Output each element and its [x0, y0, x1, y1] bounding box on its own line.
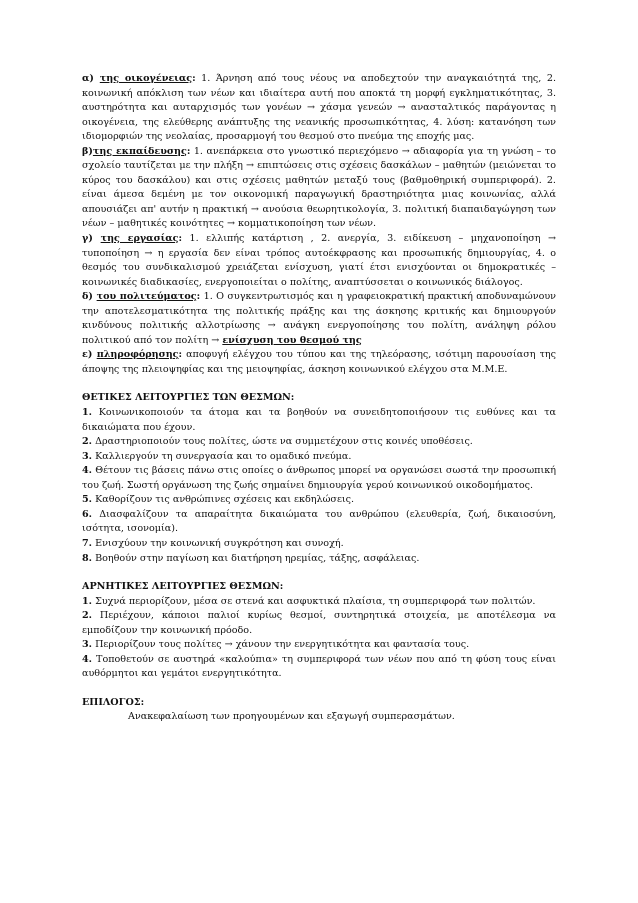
list-item: [82, 552, 556, 567]
item-text: Καλλιεργούν τη συνεργασία και το ομαδικό πνεύμα.: [92, 450, 352, 462]
paragraph-polity: [82, 290, 556, 348]
negative-functions-heading: ΑΡΝΗΤΙΚΕΣ ΛΕΙΤΟΥΡΓΙΕΣ ΘΕΣΜΩΝ:: [82, 581, 284, 593]
item-topic: της οικογένειας: [99, 73, 193, 84]
item-number: 4.: [82, 653, 93, 665]
item-text: Δραστηριοποιούν τους πολίτες, ώστε να συμμετέχουν στις κοινές υποθέσεις.: [92, 436, 473, 448]
item-text: Κοινωνικοποιούν τα άτομα και τα βοηθούν να συνειδητοποιήσουν τις ευθύνες και τα δικαιώματα που έχουν.: [82, 407, 556, 433]
paragraph-work: [82, 232, 556, 290]
item-topic: της εκπαίδευσης: [92, 145, 187, 157]
list-item: [82, 464, 556, 493]
list-item: [82, 493, 556, 508]
emphasis-phrase: ενίσχυση του θεσμού της: [222, 334, 362, 346]
item-text: Ενισχύουν την κοινωνική συγκρότηση και συνοχή.: [92, 537, 344, 549]
item-number: 2.: [82, 436, 93, 448]
item-marker: α): [82, 73, 100, 84]
paragraph-text: 1. Ο συγκεντρωτισμός και η γραφειοκρατική πρακτική αποδυναμώνουν την αποτελεσματικότητα της πολιτικής πράξης και της άσκησης κριτικής και δημιουργούν κινδύνους πολιτικής αλλοτρίωσης → ανάγκη ενεργοποίησης του πολίτη, ανάληψη ρόλου πολιτικού από τον πολίτη →: [82, 291, 557, 346]
item-colon: :: [192, 73, 196, 84]
item-number: 6.: [82, 508, 93, 520]
item-topic: πληροφόρησης: [96, 349, 179, 361]
negative-functions-list: [82, 595, 556, 682]
item-number: 7.: [82, 537, 93, 549]
paragraph-information: [82, 348, 556, 377]
item-colon: :: [186, 145, 191, 157]
item-number: 8.: [82, 552, 93, 564]
item-text: Περιέχουν, κάποιοι παλιοί κυρίως θεσμοί, συντηρητικά στοιχεία, με αποτέλεσμα να εμποδίζουν την κοινωνική πρόοδο.: [82, 610, 556, 636]
item-number: 3.: [82, 639, 93, 651]
item-number: 1.: [82, 595, 93, 607]
list-item: [82, 450, 556, 465]
item-text: Καθορίζουν τις ανθρώπινες σχέσεις και εκδηλώσεις.: [92, 494, 355, 506]
item-colon: :: [178, 349, 183, 361]
list-item: [82, 537, 556, 552]
item-topic: της εργασίας: [100, 233, 179, 245]
list-item: [82, 609, 556, 638]
item-number: 1.: [82, 407, 93, 419]
list-item: [82, 638, 556, 653]
positive-functions-list: [82, 406, 556, 566]
item-text: Περιορίζουν τους πολίτες → χάνουν την ενεργητικότητα και φαντασία τους.: [92, 639, 470, 651]
item-marker: γ): [82, 233, 101, 245]
list-item: [82, 406, 556, 435]
paragraph-text: 1. ανεπάρκεια στο γνωστικό περιεχόμενο → αδιαφορία για τη γνώση – το σχολείο ταυτίζεται με την πλήξη → επιπτώσεις στις σχέσεις δασκάλων – μαθητών (μειώνεται το κύρος του δασκάλου) και στις σχέσεις μαθητών μεταξύ τους (βαθμοθηρική συμπεριφορά). 2. είναι άμεσα δεμένη με τον οικονομική παραγωγική δραστηριότητα μιας κοινωνίας, αλλά απουσιάζει απ' αυτήν η πρακτική → ανούσια θεωρητικολογία, 3. πολιτική διαπαιδαγώγηση των νέων – μαθητικές κοινότητες → κομματικοποίηση των νέων.: [82, 145, 557, 230]
paragraph-family: [82, 72, 556, 145]
item-colon: :: [178, 233, 183, 245]
item-text: Διασφαλίζουν τα απαραίτητα δικαιώματα του ανθρώπου (ελευθερία, ζωή, δικαιοσύνη, ισότητα, ισονομία).: [82, 508, 556, 535]
positive-functions-heading: ΘΕΤΙΚΕΣ ΛΕΙΤΟΥΡΓΙΕΣ ΤΩΝ ΘΕΣΜΩΝ:: [82, 392, 295, 404]
item-text: Τοποθετούν σε αυστηρά «καλούπια» τη συμπεριφορά των νέων που από τη φύση τους είναι αυθόρμητοι και γεμάτοι ενεργητικότητα.: [82, 653, 556, 680]
item-number: 5.: [82, 494, 93, 506]
item-text: Θέτουν τις βάσεις πάνω στις οποίες ο άνθρωπος μπορεί να οργανώσει σωστά την προσωπική του ζωή. Σωστή οργάνωση της ζωής σημαίνει δημιουργία γερού κοινωνικού οικοδομήματος.: [82, 465, 556, 491]
list-item: [82, 435, 556, 450]
item-number: 2.: [82, 610, 93, 622]
item-marker: β): [82, 145, 93, 157]
item-text: Συχνά περιορίζουν, μέσα σε στενά και ασφυκτικά πλαίσια, τη συμπεριφορά των πολιτών.: [92, 595, 536, 607]
document-page: [82, 72, 556, 725]
paragraph-text: 1. Άρνηση από τους νέους να αποδεχτούν την αναγκαιότητά της, 2. κοινωνική απόκλιση των νέων και ιδιαίτερα αυτή που αποκτά τη μορφή εγκληματικότητας, 3. αυστηρότητα και αυταρχισμός των γονέων → χάσμα γενεών → ανασταλτικός παράγοντας η οικογένεια, της ελεύθερης ανάπτυξης της νεανικής προσωπικότητας, 4. λύση: κατανόηση των ιδιομορφιών της νεολαίας, προσαρμογή του θεσμού στο πνεύμα της εποχής μας.: [82, 73, 557, 143]
list-item: [82, 653, 556, 682]
epilogue-text: Ανακεφαλαίωση των προηγουμένων και εξαγωγή συμπερασμάτων.: [128, 711, 455, 723]
list-item: [82, 595, 556, 610]
item-number: 4.: [82, 465, 93, 477]
epilogue-heading: ΕΠΙΛΟΓΟΣ:: [82, 696, 145, 708]
item-marker: ε): [82, 349, 97, 361]
paragraph-education: [82, 145, 556, 232]
paragraph-text: αποφυγή ελέγχου του τύπου και της τηλεόρασης, ισότιμη παρουσίαση της άποψης της πλειοψηφίας και της μειοψηφίας, άσκηση κοινωνικού ελέγχου στα Μ.Μ.Ε.: [82, 349, 556, 375]
list-item: [82, 508, 556, 537]
item-colon: :: [196, 291, 201, 303]
item-marker: δ): [82, 291, 97, 303]
item-text: Βοηθούν στην παγίωση και διατήρηση ηρεμίας, τάξης, ασφάλειας.: [92, 552, 420, 564]
paragraph-text: 1. ελλιπής κατάρτιση , 2. ανεργία, 3. ειδίκευση – μηχανοποίηση → τυποποίηση → η εργασία δεν είναι τρόπος αυτοέκφρασης και προσωπικής δημιουργίας, 4. ο θεσμός του συνδικαλισμού χρειάζεται ενίσχυση, γιατί έτσι ενισχύονται οι δημοκρατικές – κοινωνικές διαδικασίες, ενεργοποιείται ο πολίτης, αναπτύσσεται ο κοινωνικός διάλογος.: [82, 233, 557, 288]
item-number: 3.: [82, 450, 93, 462]
item-topic: του πολιτεύματος: [96, 291, 197, 303]
